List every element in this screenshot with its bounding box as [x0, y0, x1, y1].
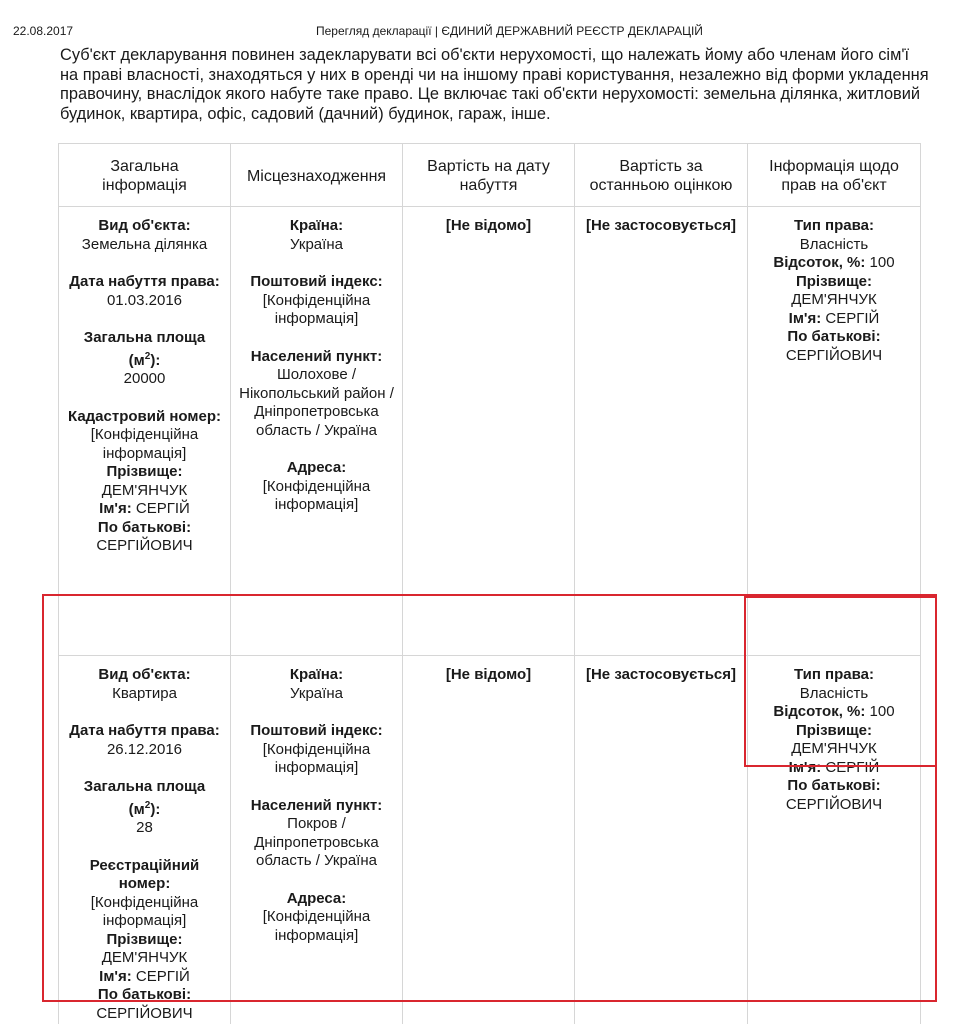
owner-patronymic-label: По батькові: — [787, 328, 881, 345]
cost-last-cell — [575, 656, 748, 1024]
owner-surname-value: ДЕМ'ЯНЧУК — [791, 740, 877, 757]
owner-patronymic-value: СЕРГІЙОВИЧ — [785, 795, 883, 813]
object-type-value: Квартира — [112, 684, 177, 702]
registration-number-label: Реєстраційний номер: — [89, 856, 200, 892]
right-type-value: Власність — [799, 235, 869, 253]
area-label: Загальна площа $(м^2)$: — [83, 778, 206, 818]
owner-patronymic-label: По батькові: — [787, 777, 881, 794]
postal-code-value: [Конфіденційна інформація] — [262, 291, 371, 327]
real-estate-table — [58, 143, 921, 1024]
page-title: Перегляд декларації | ЄДИНИЙ ДЕРЖАВНИЙ РЕЄСТР ДЕКЛАРАЦІЙ — [316, 24, 703, 38]
table-header-row — [59, 144, 921, 207]
area-value: 28 — [136, 819, 153, 836]
location-cell — [231, 207, 403, 656]
acquired-date-label: Дата набуття права: — [69, 273, 220, 290]
col-header-general: Загальна інформація — [59, 144, 231, 207]
country-label: Країна: — [289, 666, 344, 683]
cost-last-value: [Не застосовується] — [585, 666, 737, 683]
patronymic-label: По батькові: — [97, 986, 192, 1003]
settlement-value: Шолохове / Нікопольський район / Дніпропетровська область / Україна — [239, 366, 394, 439]
cost-acquired-value: [Не відомо] — [445, 666, 532, 683]
object-type-label: Вид об'єкта: — [98, 666, 191, 683]
address-value: [Конфіденційна інформація] — [262, 908, 371, 944]
acquired-date-value: 01.03.2016 — [106, 291, 183, 309]
surname-label: Прізвище: — [106, 930, 183, 948]
postal-code-label: Поштовий індекс: — [250, 273, 383, 290]
table-row — [59, 207, 921, 656]
cost-acquired-value: [Не відомо] — [445, 217, 532, 234]
cadastral-number-label: Кадастровий номер: — [67, 407, 221, 425]
print-date: 22.08.2017 — [13, 24, 74, 38]
address-value: [Конфіденційна інформація] — [262, 477, 371, 513]
surname-value: ДЕМ'ЯНЧУК — [101, 481, 188, 499]
surname-value: ДЕМ'ЯНЧУК — [101, 949, 188, 966]
owner-name-line: Ім'я: СЕРГІЙ — [788, 758, 880, 776]
settlement-label: Населений пункт: — [250, 347, 383, 365]
country-value: Україна — [290, 684, 343, 702]
owner-surname-value: ДЕМ'ЯНЧУК — [791, 291, 877, 308]
share-line: Відсоток, %: 100 — [773, 254, 895, 271]
object-type-label: Вид об'єкта: — [98, 217, 191, 234]
rights-cell — [748, 656, 921, 1024]
col-header-cost-acquired: Вартість на дату набуття — [403, 144, 575, 207]
surname-label: Прізвище: — [106, 463, 183, 480]
cost-last-cell — [575, 207, 748, 656]
owner-patronymic-value: СЕРГІЙОВИЧ — [785, 346, 883, 364]
name-line: Ім'я: СЕРГІЙ — [99, 967, 190, 985]
postal-code-value: [Конфіденційна інформація] — [262, 740, 371, 776]
col-header-rights: Інформація щодо прав на об'єкт — [748, 144, 921, 207]
rights-cell — [748, 207, 921, 656]
object-type-value: Земельна ділянка — [81, 235, 208, 253]
cost-last-value: [Не застосовується] — [585, 217, 737, 234]
address-label: Адреса: — [286, 889, 347, 907]
owner-surname-label: Прізвище: — [795, 272, 872, 290]
intro-paragraph: Суб'єкт декларування повинен задекларувати всі об'єкти нерухомості, що належать йому або членам його сім'ї на праві власності, знаходяться у них в оренді чи на іншому праві користування, незалежно від форми укладення правочину, внаслідок якого набуте таке право. Це включає такі об'єкти нерухомості: земельна ділянка, житловий будинок, квартира, офіс, садовий (дачний) будинок, гараж, інше. — [60, 46, 929, 123]
owner-surname-label: Прізвище: — [795, 721, 872, 739]
patronymic-value: СЕРГІЙОВИЧ — [96, 537, 193, 554]
cost-acquired-cell — [403, 207, 575, 656]
col-header-cost-last: Вартість за останньою оцінкою — [575, 144, 748, 207]
name-line: Ім'я: СЕРГІЙ — [99, 500, 190, 517]
col-header-location: Місцезнаходження — [231, 144, 403, 207]
address-label: Адреса: — [286, 459, 347, 476]
acquired-date-value: 26.12.2016 — [106, 740, 183, 758]
area-label: Загальна площа $(м^2)$: — [83, 329, 206, 369]
general-info-cell — [59, 656, 231, 1024]
owner-name-line: Ім'я: СЕРГІЙ — [788, 309, 880, 327]
location-cell — [231, 656, 403, 1024]
area-value: 20000 — [123, 370, 166, 387]
table-row — [59, 656, 921, 1024]
postal-code-label: Поштовий індекс: — [250, 722, 383, 739]
country-value: Україна — [290, 235, 343, 253]
country-label: Країна: — [289, 217, 344, 234]
cost-acquired-cell — [403, 656, 575, 1024]
right-type-value: Власність — [799, 684, 869, 702]
registration-number-value: [Конфіденційна інформація] — [90, 893, 199, 929]
patronymic-label: По батькові: — [97, 518, 192, 536]
patronymic-value: СЕРГІЙОВИЧ — [96, 1004, 193, 1022]
cadastral-number-value: [Конфіденційна інформація] — [90, 426, 199, 462]
right-type-label: Тип права: — [794, 217, 874, 234]
settlement-value: Покров / Дніпропетровська область / Україна — [254, 815, 379, 869]
acquired-date-label: Дата набуття права: — [69, 722, 220, 739]
settlement-label: Населений пункт: — [250, 796, 383, 814]
share-line: Відсоток, %: 100 — [773, 703, 895, 720]
right-type-label: Тип права: — [794, 666, 874, 683]
general-info-cell — [59, 207, 231, 656]
